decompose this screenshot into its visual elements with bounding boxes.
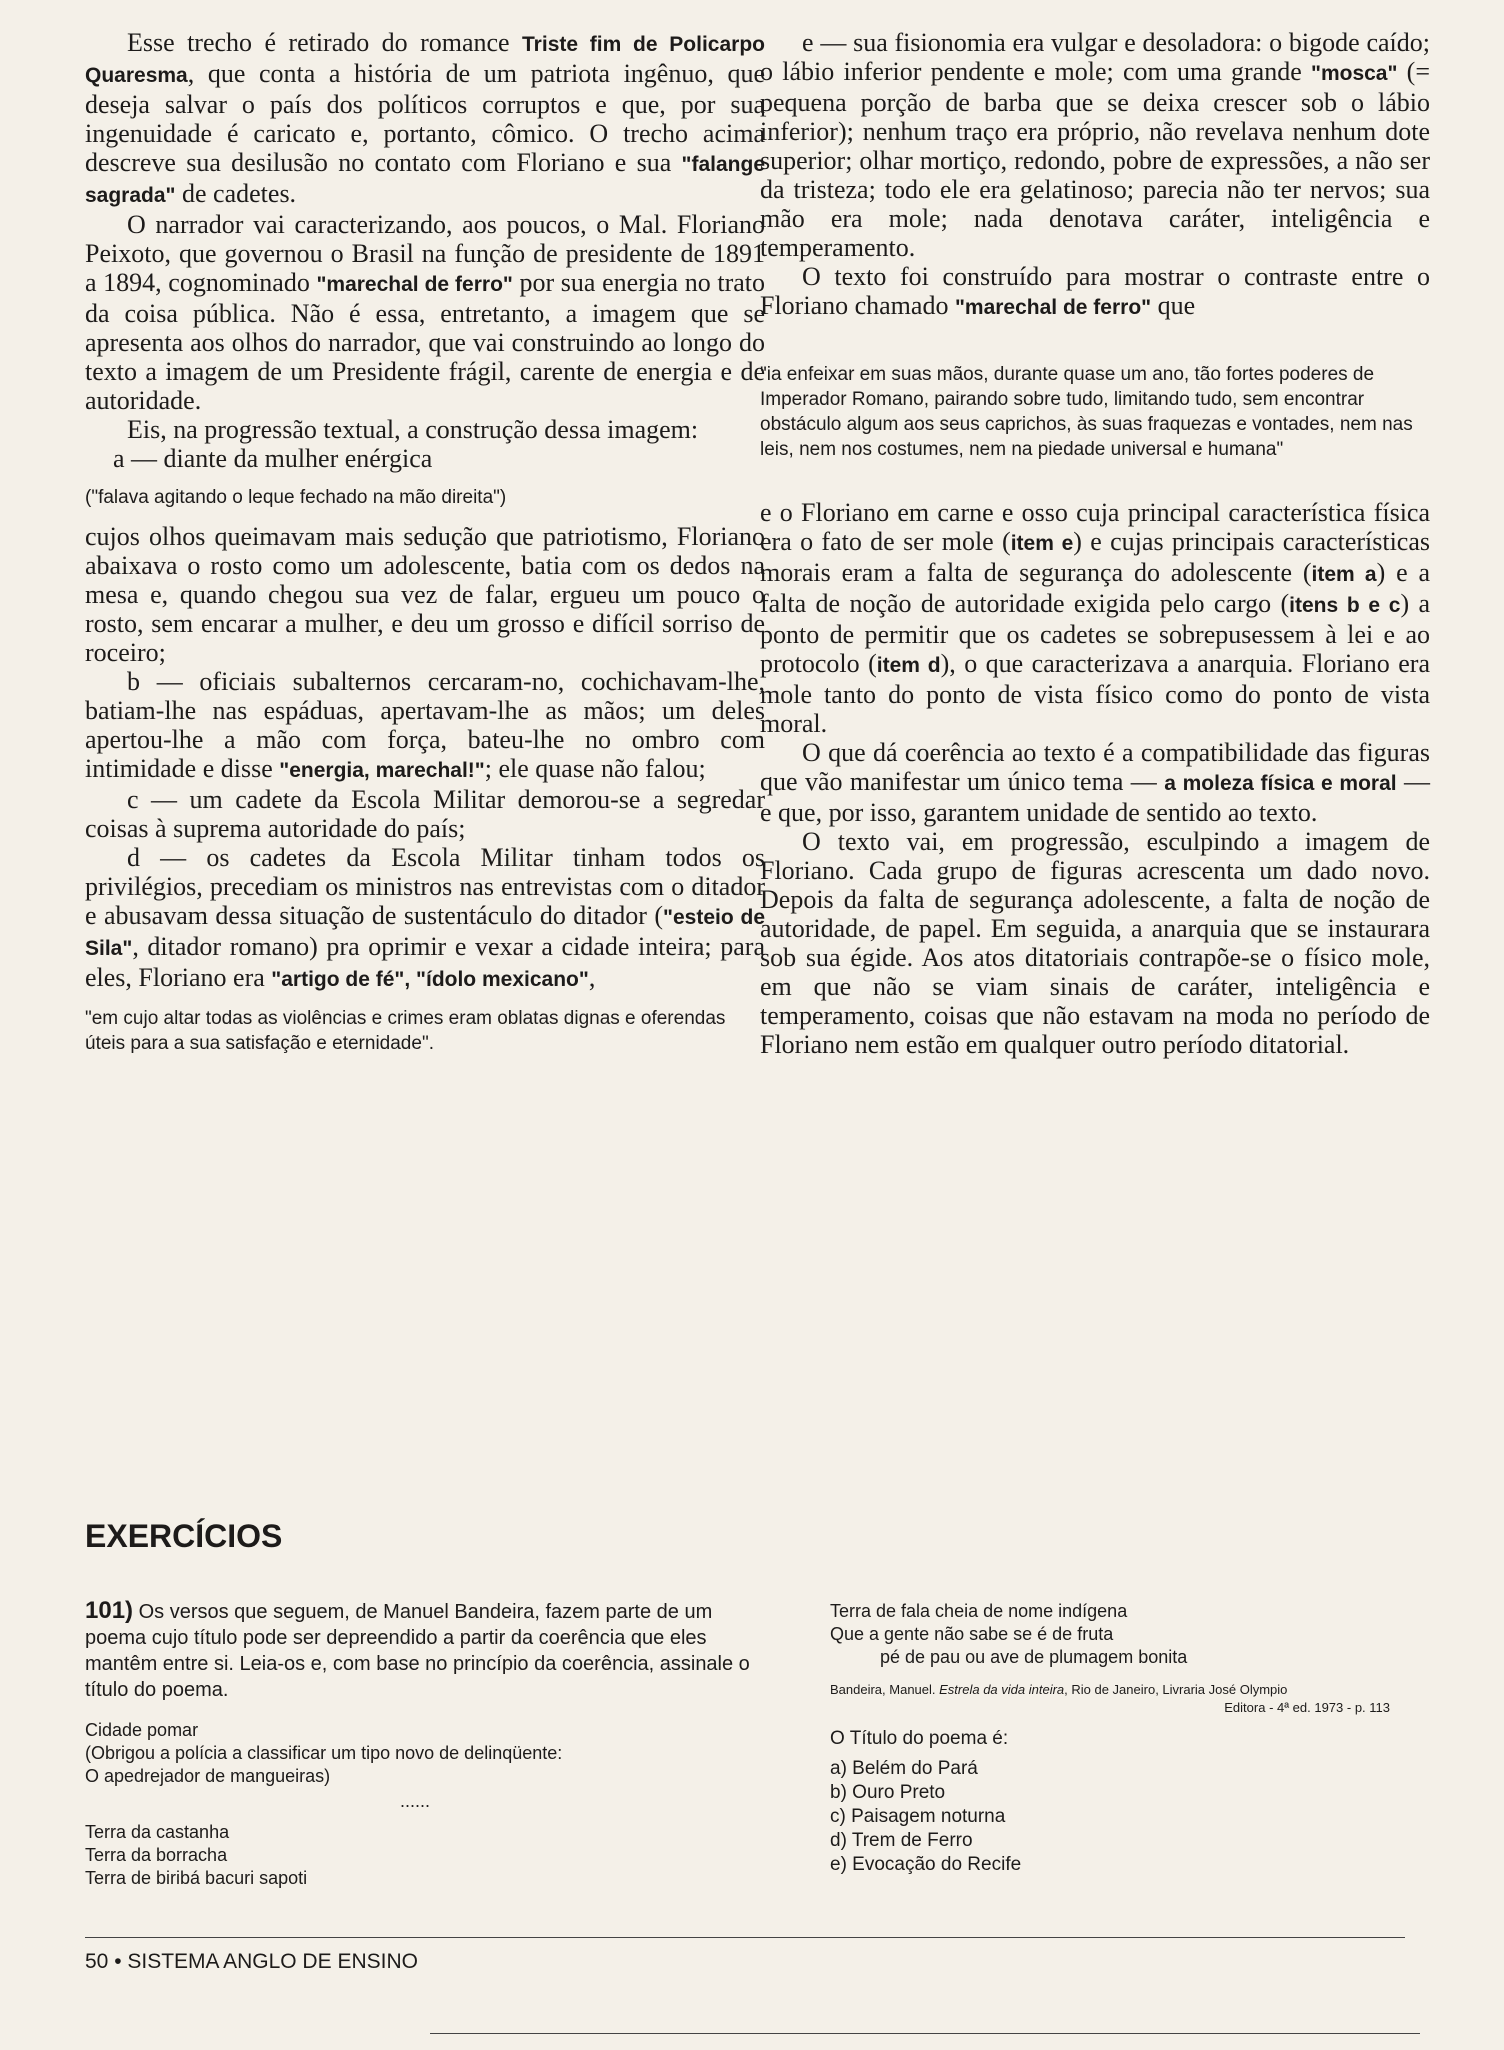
left-column (85, 28, 765, 1068)
text: O que dá coerência ao texto é a compatibilidade das figuras que vão manifestar um único tema — (760, 738, 1430, 796)
poem-line: Terra da castanha (85, 1822, 230, 1842)
poem-line: Terra da borracha (85, 1845, 228, 1865)
answer-options (830, 1757, 1390, 1877)
question-number: 101) (85, 1597, 134, 1624)
text: — e que, por isso, garantem unidade de sentido ao texto. (760, 767, 1431, 827)
poem-block-2 (85, 1821, 765, 1890)
term: a moleza física e moral (1164, 772, 1397, 795)
paragraph-coherence (760, 738, 1430, 827)
text: de cadetes. (175, 179, 297, 208)
text: O narrador vai caracterizando, aos poucos, o Mal. Floriano Peixoto, que governou o Brasil na função de presidente de 1891 a 1894, cognominado (85, 210, 765, 297)
quote-a: ("falava agitando o leque fechado na mão direita") (85, 487, 507, 508)
text: por sua energia no trato da coisa pública. Não é essa, entretanto, a imagem que se apresenta aos olhos do narrador, que vai construindo ao longo do texto a imagem de um Presidente frágil, carente de energia e de autoridade. (85, 268, 765, 415)
bottom-frame (430, 2033, 1420, 2050)
text: , ditador romano) pra oprimir e vexar a cidade inteira; para eles, Floriano era (85, 932, 765, 992)
paragraph-physical (760, 498, 1430, 738)
paragraph-progression: Eis, na progressão textual, a construção dessa imagem: (127, 415, 699, 444)
term: "artigo de fé", "ídolo mexicano" (271, 968, 589, 991)
paragraph-contrast (760, 262, 1430, 322)
exercise-left (85, 1598, 765, 1890)
question-text (85, 1598, 765, 1703)
question-prompt: O Título do poema é: (830, 1728, 1009, 1749)
text: ) a ponto de permitir que os cadetes se sobrepusessem à lei e ao protocolo ( (760, 589, 1430, 678)
paragraph-narrator (85, 210, 765, 415)
text: Os versos que seguem, de Manuel Bandeira, fazem parte de um poema cujo título pode ser depreendido a partir da coerência que eles mantêm entre si. Leia-os e, com base no princípio da coerência, assinale o título do poema. (85, 1601, 750, 1701)
paragraph-continuation: cujos olhos queimavam mais sedução que patriotismo, Floriano abaixava o rosto como um adolescente, batia com os dedos na mesa e, quando chegou sua vez de falar, ergueu um pouco o rosto, sem encarar a mulher, e deu um grosso e difícil sorriso de roceiro; (85, 522, 765, 667)
text: b — oficiais subalternos cercaram-no, cochichavam-lhe, batiam-lhe nas espáduas, apertavam-lhe as mãos; um deles apertou-lhe a mão com força, bateu-lhe no ombro com intimidade e disse (85, 667, 765, 783)
item-e (760, 28, 1430, 262)
text: (= pequena porção de barba que se deixa crescer sob o lábio inferior); nenhum traço era próprio, não revelava nenhum dote superior; olhar mortiço, redondo, pobre de expressões, a não ser da tristeza; todo ele era gelatinoso; parecia não ter nervos; sua mão era mole; nada denotava caráter, inteligência e temperamento. (760, 57, 1430, 262)
term: "esteio de Sila" (85, 906, 765, 960)
text: ) e a falta de noção de autoridade exigida pelo cargo ( (760, 558, 1430, 618)
poem-ellipsis: ...... (400, 1791, 431, 1811)
text: O texto foi construído para mostrar o contraste entre o Floriano chamado (760, 262, 1430, 320)
page-footer: 50 • SISTEMA ANGLO DE ENSINO (85, 1950, 418, 1973)
exercises-section (85, 1518, 1435, 1888)
quote-e: "ia enfeixar em suas mãos, durante quase um ano, tão fortes poderes de Imperador Romano, pairando sobre tudo, limitando tudo, sem encontrar obstáculo algum aos seus caprichos, às suas fraquezas e vontades, nem nas leis, nem nos costumes, nem na piedade universal e humana" (760, 364, 1413, 460)
option-e[interactable]: e) Evocação do Recife (830, 1854, 1022, 1875)
poem-line: Cidade pomar (85, 1720, 199, 1740)
term: "mosca" (1310, 62, 1398, 85)
citation-line (830, 1681, 1390, 1699)
quote-d: "em cujo altar todas as violências e crimes eram oblatas dignas e oferendas úteis para a sua satisfação e eternidade". (85, 1008, 726, 1054)
text: que (1151, 291, 1196, 320)
text: Bandeira, Manuel. (830, 1682, 940, 1697)
poem-block-3 (830, 1600, 1390, 1669)
text: , (588, 963, 596, 992)
text: , que conta a história de um patriota ingênuo, que deseja salvar o país dos políticos corruptos e que, por sua ingenuidade é caricato e, portanto, cômico. O trecho acima descreve sua desilusão no contato com Floriano e sua (85, 59, 765, 177)
term: item d (876, 654, 941, 677)
text: , Rio de Janeiro, Livraria José Olympio (1064, 1682, 1288, 1697)
right-column (760, 28, 1430, 1059)
text: d — os cadetes da Escola Militar tinham todos os privilégios, precediam os ministros nas entrevistas com o ditador e abusavam dessa situação de sustentáculo do ditador ( (85, 843, 765, 930)
term: item e (1010, 532, 1074, 555)
text: e o Floriano em carne e osso cuja principal característica física era o fato de ser mole ( (760, 498, 1430, 556)
poem-line: O apedrejador de mangueiras) (85, 1766, 331, 1786)
exercise-right (830, 1600, 1390, 1877)
citation (830, 1681, 1390, 1717)
exercises-title: EXERCÍCIOS (85, 1518, 283, 1554)
book-title: Triste fim de Policarpo Quaresma (85, 33, 765, 87)
term: "marechal de ferro" (954, 296, 1152, 319)
option-c[interactable]: c) Paisagem noturna (830, 1806, 1006, 1827)
text: ; ele quase não falou; (484, 754, 706, 783)
term: "falange sagrada" (85, 153, 765, 207)
text: e — sua fisionomia era vulgar e desoladora: o bigode caído; o lábio inferior pendente e mole; com uma grande (760, 28, 1430, 86)
text: ) e cujas principais características morais eram a falta de segurança do adolescente ( (760, 527, 1431, 587)
poem-line: pé de pau ou ave de plumagem bonita (880, 1647, 1188, 1667)
text: ), o que caracterizava a anarquia. Floriano era mole tanto do ponto de vista físico como do ponto de vista moral. (760, 649, 1431, 738)
poem-line: Terra de fala cheia de nome indígena (830, 1601, 1128, 1621)
item-c: c — um cadete da Escola Militar demorou-se a segredar coisas à suprema autoridade do país; (85, 785, 765, 843)
item-a: a — diante da mulher enérgica (113, 444, 433, 473)
paragraph-progression-summary: O texto vai, em progressão, esculpindo a imagem de Floriano. Cada grupo de figuras acrescenta um dado novo. Depois da falta de segurança adolescente, a falta de noção de autoridade, de papel. Em seguida, a anarquia que se instaurara sob sua égide. Aos atos ditatoriais contrapõe-se o físico mole, em que não se viam sinais de caráter, inteligência e temperamento, coisas que não estavam na moda no período de Floriano nem estão em qualquer outro período ditatorial. (760, 827, 1430, 1059)
text: Esse trecho é retirado do romance (127, 28, 523, 57)
option-b[interactable]: b) Ouro Preto (830, 1782, 946, 1803)
term: "energia, marechal!" (279, 759, 485, 782)
term: item a (1311, 563, 1377, 586)
poem-block-1 (85, 1719, 765, 1788)
paragraph-intro (85, 28, 765, 210)
citation-title: Estrela da vida inteira (939, 1682, 1065, 1697)
option-d[interactable]: d) Trem de Ferro (830, 1830, 973, 1851)
option-a[interactable]: a) Belém do Pará (830, 1758, 978, 1779)
term: itens b e c (1289, 594, 1401, 617)
item-b (85, 667, 765, 785)
citation-line: Editora - 4ª ed. 1973 - p. 113 (1224, 1700, 1390, 1715)
term: "marechal de ferro" (316, 273, 513, 296)
item-d (85, 843, 765, 994)
poem-line: (Obrigou a polícia a classificar um tipo novo de delinqüente: (85, 1743, 563, 1763)
poem-line: Terra de biribá bacuri sapoti (85, 1868, 308, 1888)
footer-divider (85, 1937, 1405, 1938)
poem-line: Que a gente não sabe se é de fruta (830, 1624, 1114, 1644)
